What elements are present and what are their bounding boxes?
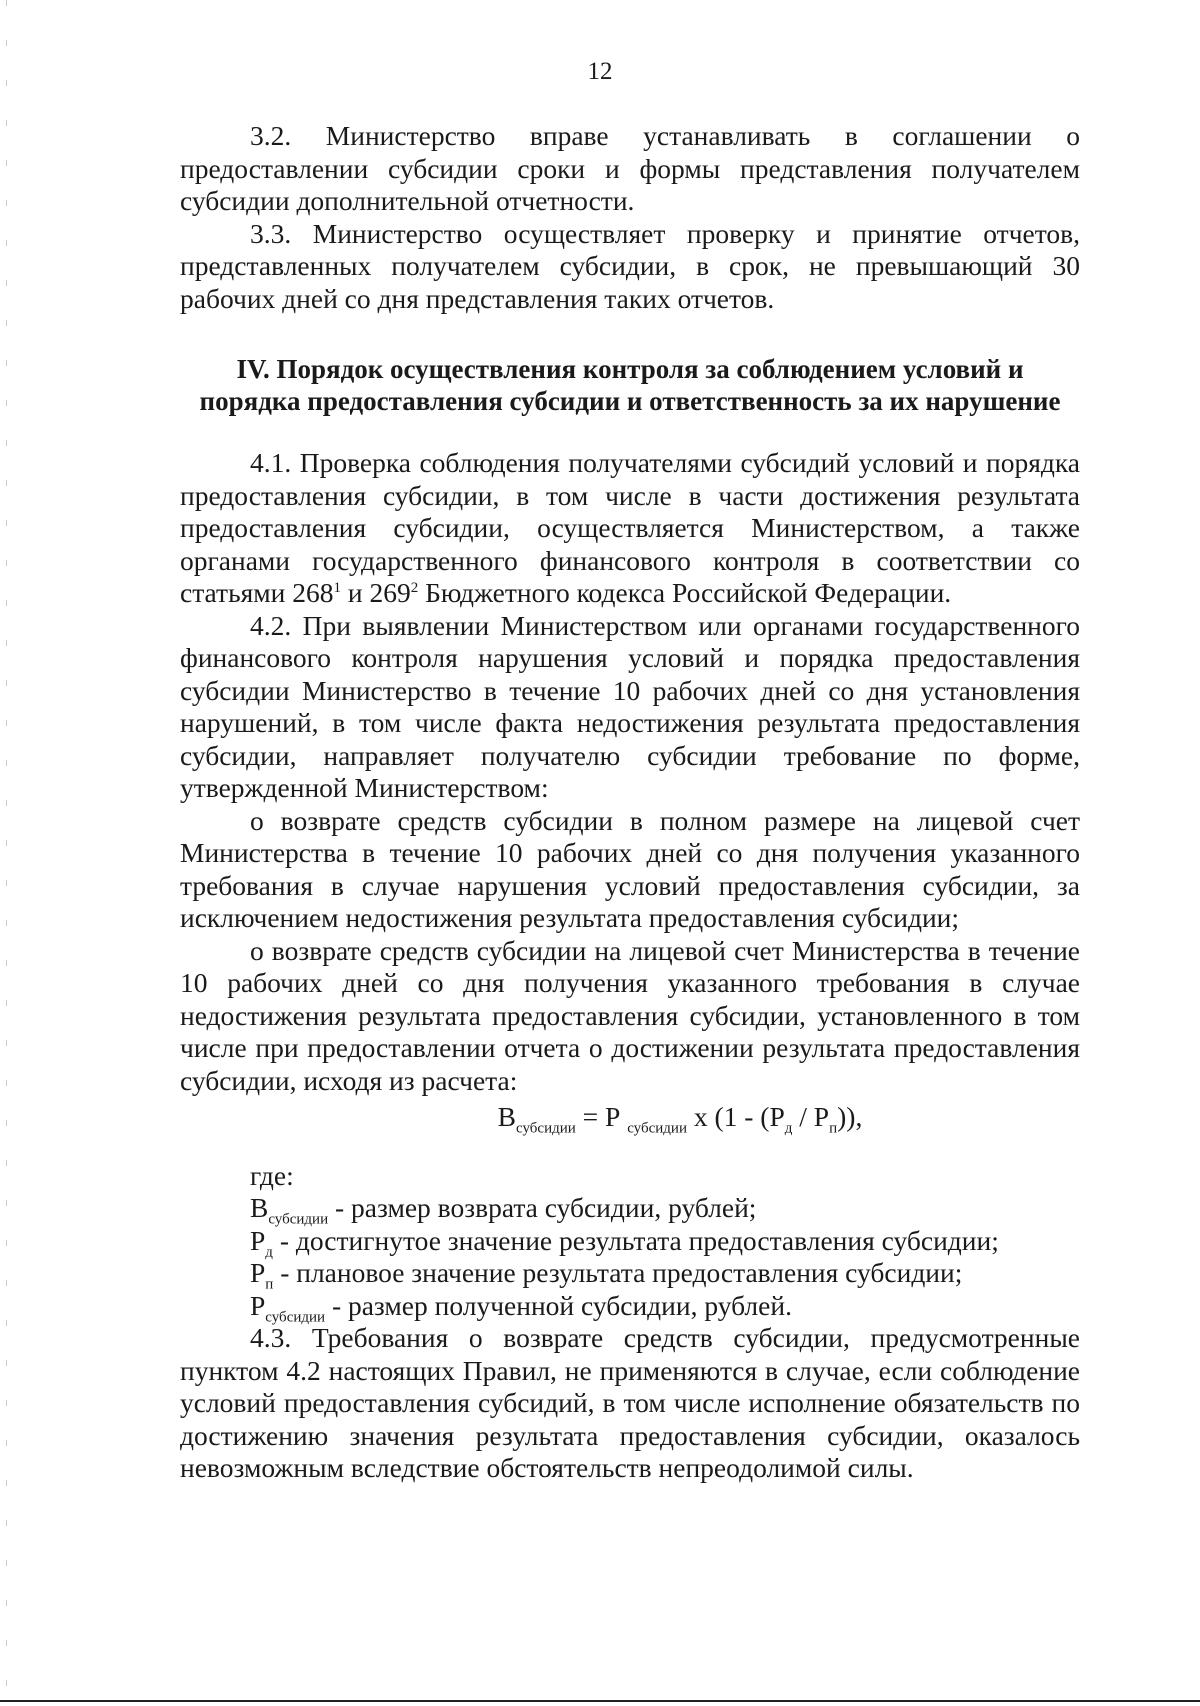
- footnote-sup-1: 1: [333, 579, 342, 596]
- formula-pp-sub: п: [829, 1120, 838, 1137]
- definition-text: - достигнутое значение результата предоставления субсидии;: [272, 1224, 999, 1256]
- definition-subscript: п: [265, 1276, 274, 1293]
- refund-formula: [180, 1101, 1080, 1137]
- paragraph-4-1-part-a: 4.1. Проверка соблюдения получателями субсидий условий и порядка предоставления субсидии, в том числе в части достижения результата предоставления субсидии, осуществляется Министерством, а также органами государственного финансового контроля в соответствии со статьями 268: [180, 447, 1080, 608]
- paragraph-3-2: 3.2. Министерство вправе устанавливать в соглашении о предоставлении субсидии сроки и формы представления получателем субсидии дополнительной отчетности.: [180, 120, 1080, 216]
- formula-slash: / Р: [792, 1101, 830, 1132]
- definition-text: - плановое значение результата предоставления субсидии;: [273, 1257, 963, 1288]
- section-heading: IV. Порядок осуществления контроля за соблюдением условий и порядка предоставления субсидии и ответственность за их нарушение: [199, 354, 1061, 416]
- formula-rest-2: )),: [837, 1101, 863, 1132]
- definition-text: - размер полученной субсидии, рублей.: [325, 1289, 792, 1321]
- definition-subscript: субсидии: [265, 1309, 326, 1325]
- definition-subscript: субсидии: [268, 1211, 329, 1228]
- definition-symbol: Р: [250, 1289, 266, 1321]
- paragraph-3-3: 3.3. Министерство осуществляет проверку и принятие отчетов, представленных получателем субсидии, в срок, не превышающий 30 рабочих дней со дня представления таких отчетов.: [180, 217, 1080, 314]
- definition-subscript: д: [265, 1244, 273, 1260]
- scan-edge-marks: [6, 0, 7, 1700]
- formula-pd-sub: д: [784, 1120, 793, 1137]
- paragraph-4-2-item-2: о возврате средств субсидии на лицевой счет Министерства в течение 10 рабочих дней со дня получения указанного требования в случае недостижения результата предоставления субсидии, установленного в том числе при предоставлении отчета о достижении результата предоставления субсидии, исходя из расчета:: [180, 934, 1080, 1096]
- document-body: [180, 120, 1080, 1485]
- definition-text: - размер возврата субсидии, рублей;: [328, 1192, 757, 1223]
- paragraph-4-1-part-c: Бюджетного кодекса Российской Федерации.: [418, 577, 952, 608]
- definition-item: [180, 1225, 1080, 1258]
- definition-symbol: Р: [250, 1257, 266, 1288]
- paragraph-4-2: 4.2. При выявлении Министерством или органами государственного финансового контроля нарушения условий и порядка предоставления субсидии Министерство в течение 10 рабочих дней со дня установления нарушений, в том числе факта недостижения результата предоставления субсидии, направляет получателю субсидии требование по форме, утвержденной Министерством:: [180, 609, 1080, 803]
- paragraph-4-1-part-b: и 269: [341, 577, 411, 608]
- definition-symbol: Р: [250, 1224, 266, 1256]
- formula-rest-1: х (1 - (Р: [686, 1101, 785, 1132]
- formula-b-sub: субсидии: [516, 1120, 576, 1137]
- definition-symbol: В: [250, 1192, 269, 1223]
- paragraph-4-2-item-1: о возврате средств субсидии в полном размере на лицевой счет Министерства в течение 10 рабочих дней со дня получения указанного требования в случае нарушения условий предоставления субсидии, за исключением недостижения результата предоставления субсидии;: [180, 804, 1080, 933]
- formula-b: В: [497, 1101, 517, 1132]
- paragraph-4-1: [180, 447, 1080, 610]
- bottom-border-line: [0, 1700, 1200, 1702]
- page-number: 12: [587, 58, 613, 85]
- definition-item: [180, 1257, 1080, 1293]
- definition-item: [180, 1290, 1080, 1323]
- definition-item: [180, 1192, 1080, 1228]
- paragraph-4-3: 4.3. Требования о возврате средств субсидии, предусмотренные пунктом 4.2 настоящих Правил, не применяются в случае, если соблюдение условий предоставления субсидий, в том числе исполнение обязательств по достижению значения результата предоставления субсидии, оказалось невозможным вследствие обстоятельств непреодолимой силы.: [180, 1322, 1080, 1483]
- formula-p-sub: субсидии: [627, 1120, 687, 1137]
- formula-eq: = Р: [575, 1101, 628, 1132]
- footnote-sup-2: 2: [410, 579, 419, 596]
- where-label: где:: [250, 1159, 294, 1191]
